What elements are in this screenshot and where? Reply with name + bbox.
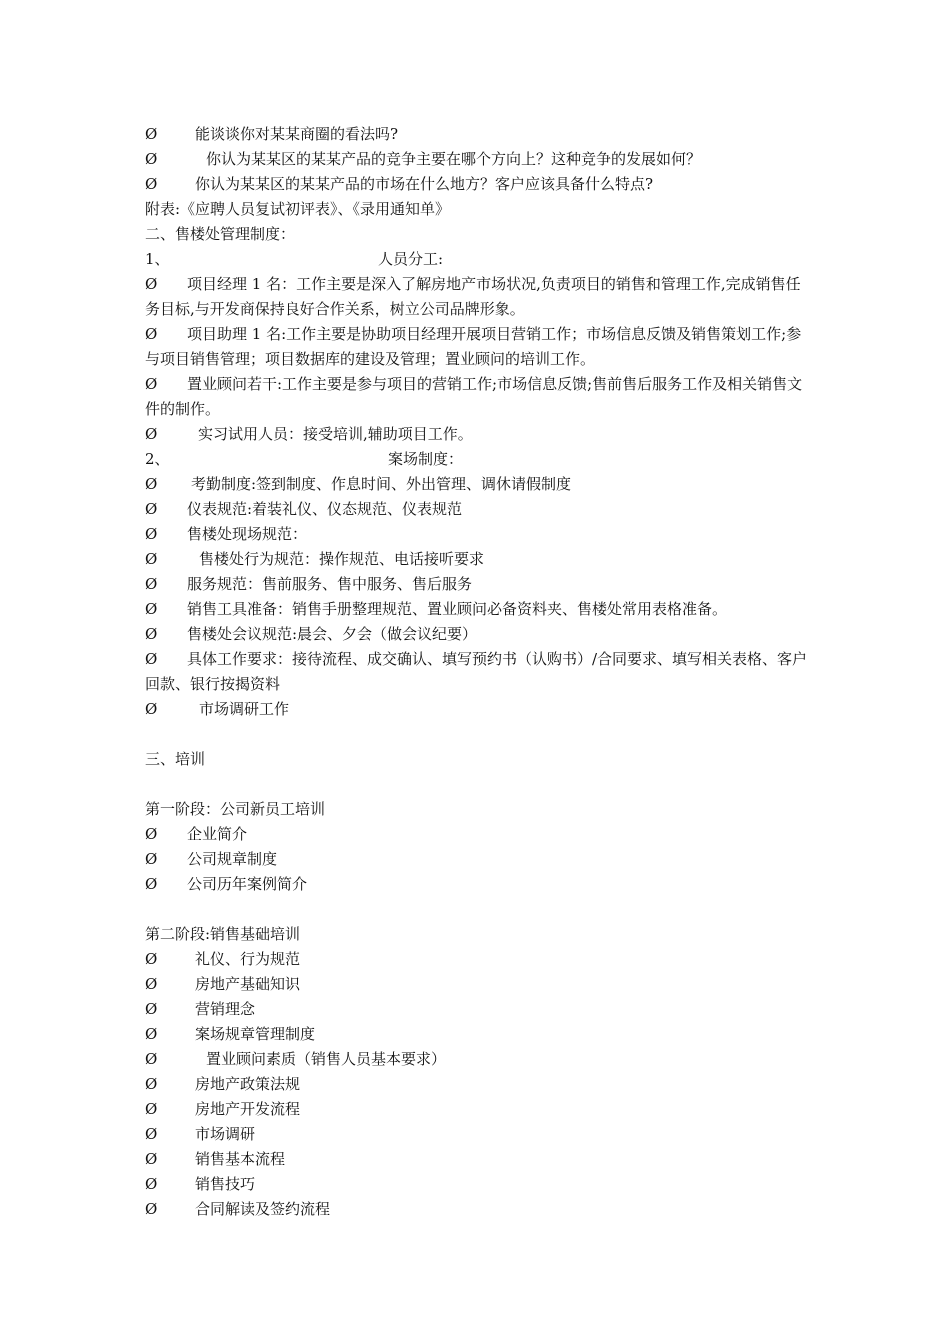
spacer — [145, 897, 810, 922]
rule-text: 具体工作要求：接待流程、成交确认、填写预约书（认购书）/合同要求、填写相关表格、客户回款、银行按揭资料 — [145, 650, 808, 693]
rule-text: 仪表规范:着装礼仪、仪态规范、仪表规范 — [187, 500, 463, 518]
list-item: Ø 房地产政策法规 — [145, 1075, 301, 1093]
list-item: Ø 考勤制度:签到制度、作息时间、外出管理、调休请假制度 — [145, 475, 572, 493]
list-item: Ø 房地产开发流程 — [145, 1100, 301, 1118]
list-item: Ø 销售基本流程 — [145, 1150, 286, 1168]
training-item: 销售基本流程 — [195, 1150, 286, 1168]
question-text: 能谈谈你对某某商圈的看法吗? — [195, 125, 399, 143]
list-item: Ø 营销理念 — [145, 1000, 256, 1018]
rule-text: 售楼处会议规范:晨会、夕会（做会议纪要） — [187, 625, 478, 643]
training-item: 案场规章管理制度 — [195, 1025, 316, 1043]
list-item: Ø 案场规章管理制度 — [145, 1025, 316, 1043]
question-text: 你认为某某区的某某产品的竞争主要在哪个方向上？这种竞争的发展如何？ — [206, 150, 702, 168]
list-item: Ø 房地产基础知识 — [145, 975, 301, 993]
role-text: 项目经理 1 名：工作主要是深入了解房地产市场状况,负责项目的销售和管理工作,完成销售任务目标,与开发商保持良好合作关系，树立公司品牌形象。 — [145, 275, 801, 318]
list-item: Ø 售楼处行为规范：操作规范、电话接听要求 — [145, 550, 485, 568]
list-item: Ø 你认为某某区的某某产品的市场在什么地方？客户应该具备什么特点? — [145, 175, 654, 193]
training-item: 房地产开发流程 — [195, 1100, 301, 1118]
rule-text: 售楼处现场规范： — [187, 525, 308, 543]
document-page — [145, 122, 810, 1222]
training-item: 房地产基础知识 — [195, 975, 301, 993]
list-item: Ø 市场调研 — [145, 1125, 256, 1143]
training-item: 营销理念 — [195, 1000, 256, 1018]
list-item: Ø 礼仪、行为规范 — [145, 950, 301, 968]
subsection-label: 案场制度： — [388, 450, 464, 468]
spacer — [145, 722, 810, 747]
training-item: 公司规章制度 — [187, 850, 278, 868]
subsection-label: 人员分工: — [378, 250, 444, 268]
training-item: 市场调研 — [195, 1125, 256, 1143]
training-item: 企业简介 — [187, 825, 248, 843]
list-item: Ø 实习试用人员：接受培训,辅助项目工作。 — [145, 425, 473, 443]
stage-heading: 第二阶段:销售基础培训 — [145, 925, 301, 943]
role-text: 置业顾问若干:工作主要是参与项目的营销工作;市场信息反馈;售前售后服务工作及相关销售文件的制作。 — [145, 375, 803, 418]
list-item: Ø 你认为某某区的某某产品的竞争主要在哪个方向上？这种竞争的发展如何？ — [145, 150, 702, 168]
section-heading: 二、售楼处管理制度： — [145, 225, 296, 243]
subsection-number: 1、 — [145, 250, 170, 268]
rule-text: 销售工具准备：销售手册整理规范、置业顾问必备资料夹、售楼处常用表格准备。 — [187, 600, 728, 618]
training-item: 公司历年案例简介 — [187, 875, 308, 893]
list-item: Ø 项目经理 1 名：工作主要是深入了解房地产市场状况,负责项目的销售和管理工作,完成销售任务目标,与开发商保持良好合作关系，树立公司品牌形象。 — [145, 275, 801, 318]
list-item: Ø 合同解读及签约流程 — [145, 1200, 331, 1218]
question-text: 你认为某某区的某某产品的市场在什么地方？客户应该具备什么特点? — [195, 175, 654, 193]
rule-text: 售楼处行为规范：操作规范、电话接听要求 — [199, 550, 485, 568]
training-item: 置业顾问素质（销售人员基本要求） — [206, 1050, 447, 1068]
list-item: Ø 置业顾问素质（销售人员基本要求） — [145, 1050, 447, 1068]
list-item: Ø 销售技巧 — [145, 1175, 256, 1193]
section-heading: 三、培训 — [145, 750, 206, 768]
list-item: Ø 公司规章制度 — [145, 850, 278, 868]
list-item: Ø 具体工作要求：接待流程、成交确认、填写预约书（认购书）/合同要求、填写相关表格、客户回款、银行按揭资料 — [145, 650, 808, 693]
list-item: Ø 公司历年案例简介 — [145, 875, 308, 893]
rule-text: 考勤制度:签到制度、作息时间、外出管理、调休请假制度 — [191, 475, 572, 493]
subsection-heading — [145, 447, 810, 472]
list-item: Ø 仪表规范:着装礼仪、仪态规范、仪表规范 — [145, 500, 463, 518]
list-item: Ø 能谈谈你对某某商圈的看法吗? — [145, 125, 399, 143]
rule-text: 市场调研工作 — [199, 700, 290, 718]
list-item: Ø 售楼处会议规范:晨会、夕会（做会议纪要） — [145, 625, 478, 643]
spacer — [145, 772, 810, 797]
role-text: 项目助理 1 名:工作主要是协助项目经理开展项目营销工作；市场信息反馈及销售策划工作;参与项目销售管理；项目数据库的建设及管理；置业顾问的培训工作。 — [145, 325, 802, 368]
subsection-heading — [145, 247, 810, 272]
list-item: Ø 售楼处现场规范： — [145, 525, 308, 543]
list-item: Ø 市场调研工作 — [145, 700, 290, 718]
list-item: Ø 销售工具准备：销售手册整理规范、置业顾问必备资料夹、售楼处常用表格准备。 — [145, 600, 728, 618]
stage-heading: 第一阶段：公司新员工培训 — [145, 800, 326, 818]
list-item: Ø 企业简介 — [145, 825, 248, 843]
role-text: 实习试用人员：接受培训,辅助项目工作。 — [198, 425, 473, 443]
training-item: 合同解读及签约流程 — [195, 1200, 331, 1218]
rule-text: 服务规范：售前服务、售中服务、售后服务 — [187, 575, 473, 593]
list-item: Ø 项目助理 1 名:工作主要是协助项目经理开展项目营销工作；市场信息反馈及销售策划工作;参与项目销售管理；项目数据库的建设及管理；置业顾问的培训工作。 — [145, 325, 802, 368]
training-item: 销售技巧 — [195, 1175, 256, 1193]
training-item: 礼仪、行为规范 — [195, 950, 301, 968]
appendix-line: 附表:《应聘人员复试初评表》、《录用通知单》 — [145, 200, 451, 218]
training-item: 房地产政策法规 — [195, 1075, 301, 1093]
list-item: Ø 置业顾问若干:工作主要是参与项目的营销工作;市场信息反馈;售前售后服务工作及相关销售文件的制作。 — [145, 375, 803, 418]
subsection-number: 2、 — [145, 450, 170, 468]
list-item: Ø 服务规范：售前服务、售中服务、售后服务 — [145, 575, 473, 593]
